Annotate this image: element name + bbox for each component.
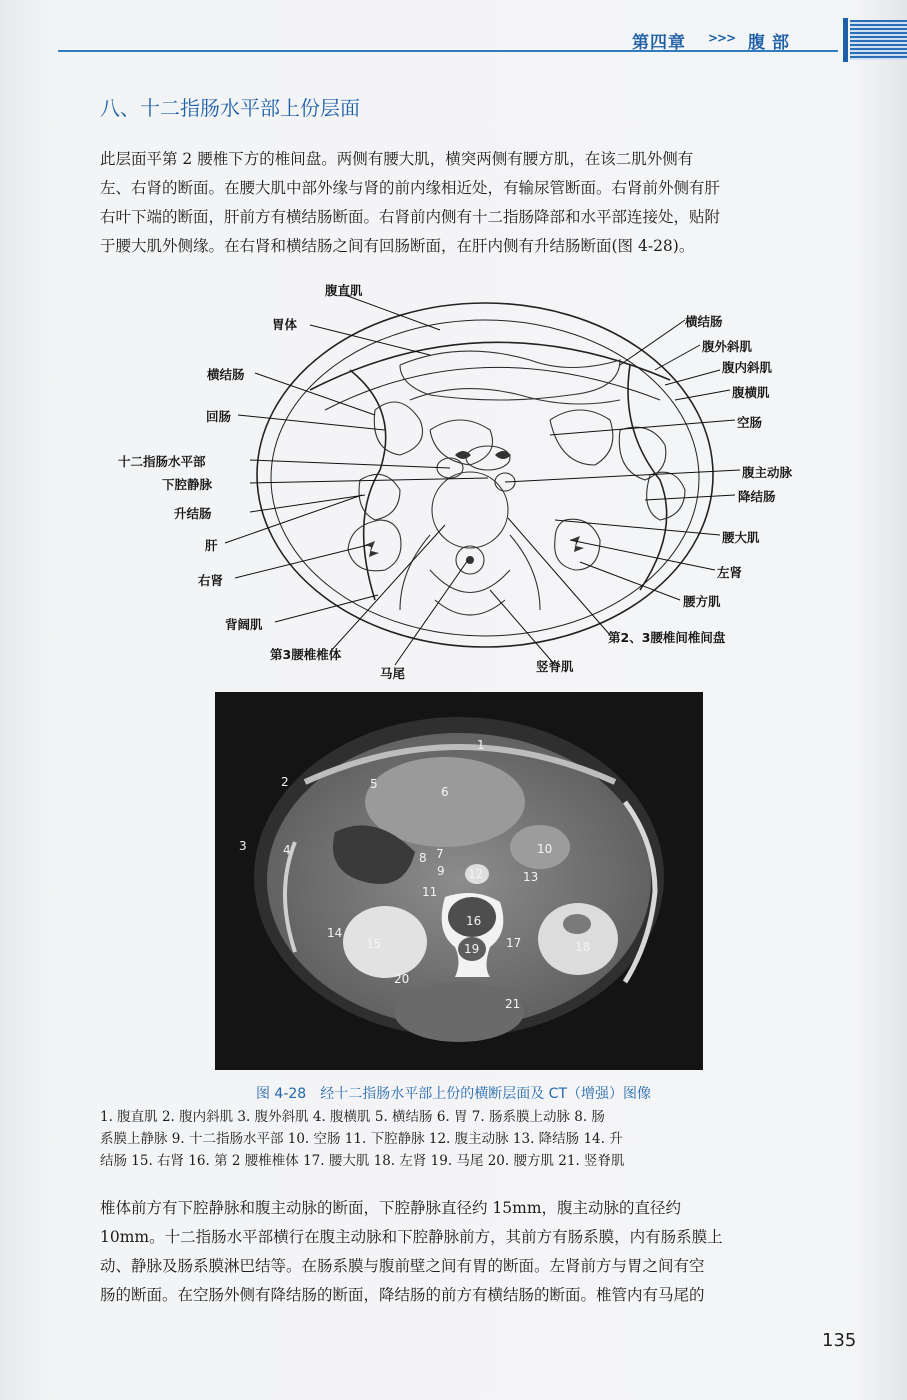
ct-label-13: 13 (523, 870, 539, 884)
ct-label-20: 20 (394, 972, 410, 986)
ct-label-15: 15 (366, 937, 382, 951)
header-arrows: >>> (708, 31, 736, 45)
ct-label-14: 14 (327, 926, 343, 940)
ct-label-11: 11 (422, 885, 438, 899)
label-ileum: 回肠 (206, 409, 232, 424)
label-psoas-major: 腰大肌 (722, 530, 760, 545)
ct-label-1: 1 (477, 738, 485, 752)
header-rule (58, 50, 838, 52)
header-tab-stripes (850, 20, 907, 60)
header-tab-edge (843, 18, 848, 62)
label-cauda-equina: 马尾 (380, 666, 406, 681)
paragraph-line: 左、右肾的断面。在腰大肌中部外缘与肾的前内缘相近处，有输尿管断面。右肾前外侧有肝 (100, 179, 721, 197)
label-left-kidney: 左肾 (717, 565, 743, 580)
figure-number: 图 4-28 (255, 1086, 307, 1102)
ct-image (215, 692, 703, 1070)
paragraph-line: 椎体前方有下腔静脉和腹主动脉的断面，下腔静脉直径约 15mm，腹主动脉的直径约 (100, 1199, 682, 1217)
ct-label-12: 12 (468, 867, 484, 881)
paragraph-continued (100, 1194, 870, 1310)
ct-label-9: 9 (437, 864, 445, 878)
label-transversus-abdominis: 腹横肌 (732, 385, 770, 400)
header-chapter: 第四章 (632, 33, 686, 53)
paragraph-line: 10mm。十二指肠水平部横行在腹主动脉和下腔静脉前方，其前方有肠系膜，内有肠系膜上 (100, 1228, 723, 1246)
paragraph-line: 于腰大肌外侧缘。在右肾和横结肠之间有回肠断面，在肝内侧有升结肠断面(图 4-28)。 (100, 237, 695, 255)
ct-label-10: 10 (537, 842, 553, 856)
ct-label-19: 19 (464, 942, 480, 956)
page-number: 135 (822, 1330, 857, 1351)
ct-label-4: 4 (283, 843, 291, 857)
label-rectus-abdominis: 腹直肌 (325, 283, 363, 298)
ct-label-8: 8 (419, 851, 427, 865)
header-section: 腹部 (748, 33, 796, 53)
label-jejunum: 空肠 (737, 415, 763, 430)
paragraph-line: 右叶下端的断面，肝前方有横结肠断面。右肾前内侧有十二指肠降部和水平部连接处，贴附 (100, 208, 721, 226)
legend-line: 系膜上静脉 9. 十二指肠水平部 10. 空肠 11. 下腔静脉 12. 腹主动脉 13. 降结肠 14. 升 (100, 1131, 623, 1147)
figure-legend (100, 1106, 840, 1172)
label-stomach-body: 胃体 (272, 317, 298, 332)
label-transverse-colon-left: 横结肠 (207, 367, 245, 382)
label-right-kidney: 右肾 (198, 573, 224, 588)
label-quadratus-lumborum: 腰方肌 (683, 594, 721, 609)
ct-label-17: 17 (506, 936, 522, 950)
anatomy-diagram (100, 270, 830, 690)
label-internal-oblique: 腹内斜肌 (722, 360, 773, 375)
legend-line: 1. 腹直肌 2. 腹内斜肌 3. 腹外斜肌 4. 腹横肌 5. 横结肠 6. 胃 7. 肠系膜上动脉 8. 肠 (100, 1109, 605, 1125)
ct-scan-illustration (215, 692, 703, 1070)
ct-label-2: 2 (281, 775, 289, 789)
figure-title: 经十二指肠水平部上份的横断层面及 CT（增强）图像 (320, 1086, 651, 1102)
figure-caption (0, 1083, 907, 1103)
ct-label-21: 21 (505, 997, 521, 1011)
ct-label-3: 3 (239, 839, 247, 853)
paragraph-line: 此层面平第 2 腰椎下方的椎间盘。两侧有腰大肌，横突两侧有腰方肌，在该二肌外侧有 (100, 150, 694, 168)
ct-label-6: 6 (441, 785, 449, 799)
label-erector-spinae: 竖脊肌 (536, 659, 574, 674)
section-title: 八、十二指肠水平部上份层面 (100, 96, 360, 120)
label-l3-vertebral-body: 第3腰椎椎体 (270, 647, 342, 662)
label-ascending-colon: 升结肠 (174, 506, 212, 521)
paragraph-line: 动、静脉及肠系膜淋巴结等。在肠系膜与腹前壁之间有胃的断面。左肾前方与胃之间有空 (100, 1257, 705, 1275)
paragraph-line: 肠的断面。在空肠外侧有降结肠的断面，降结肠的前方有横结肠的断面。椎管内有马尾的 (100, 1286, 705, 1304)
label-ivc: 下腔静脉 (162, 477, 213, 492)
label-liver: 肝 (205, 538, 218, 553)
label-external-oblique: 腹外斜肌 (702, 339, 753, 354)
ct-label-5: 5 (370, 777, 378, 791)
ct-label-16: 16 (466, 914, 482, 928)
label-descending-colon: 降结肠 (738, 489, 776, 504)
ct-label-7: 7 (436, 847, 444, 861)
paragraph-intro (100, 145, 870, 261)
label-latissimus-dorsi: 背阔肌 (225, 617, 263, 632)
label-duodenum-horizontal: 十二指肠水平部 (118, 454, 206, 469)
ct-label-18: 18 (575, 940, 591, 954)
label-transverse-colon-right: 横结肠 (685, 314, 723, 329)
label-abdominal-aorta: 腹主动脉 (742, 465, 793, 480)
legend-line: 结肠 15. 右肾 16. 第 2 腰椎椎体 17. 腰大肌 18. 左肾 19. 马尾 20. 腰方肌 21. 竖脊肌 (100, 1153, 625, 1169)
label-l2-l3-disc: 第2、3腰椎间椎间盘 (608, 630, 726, 645)
